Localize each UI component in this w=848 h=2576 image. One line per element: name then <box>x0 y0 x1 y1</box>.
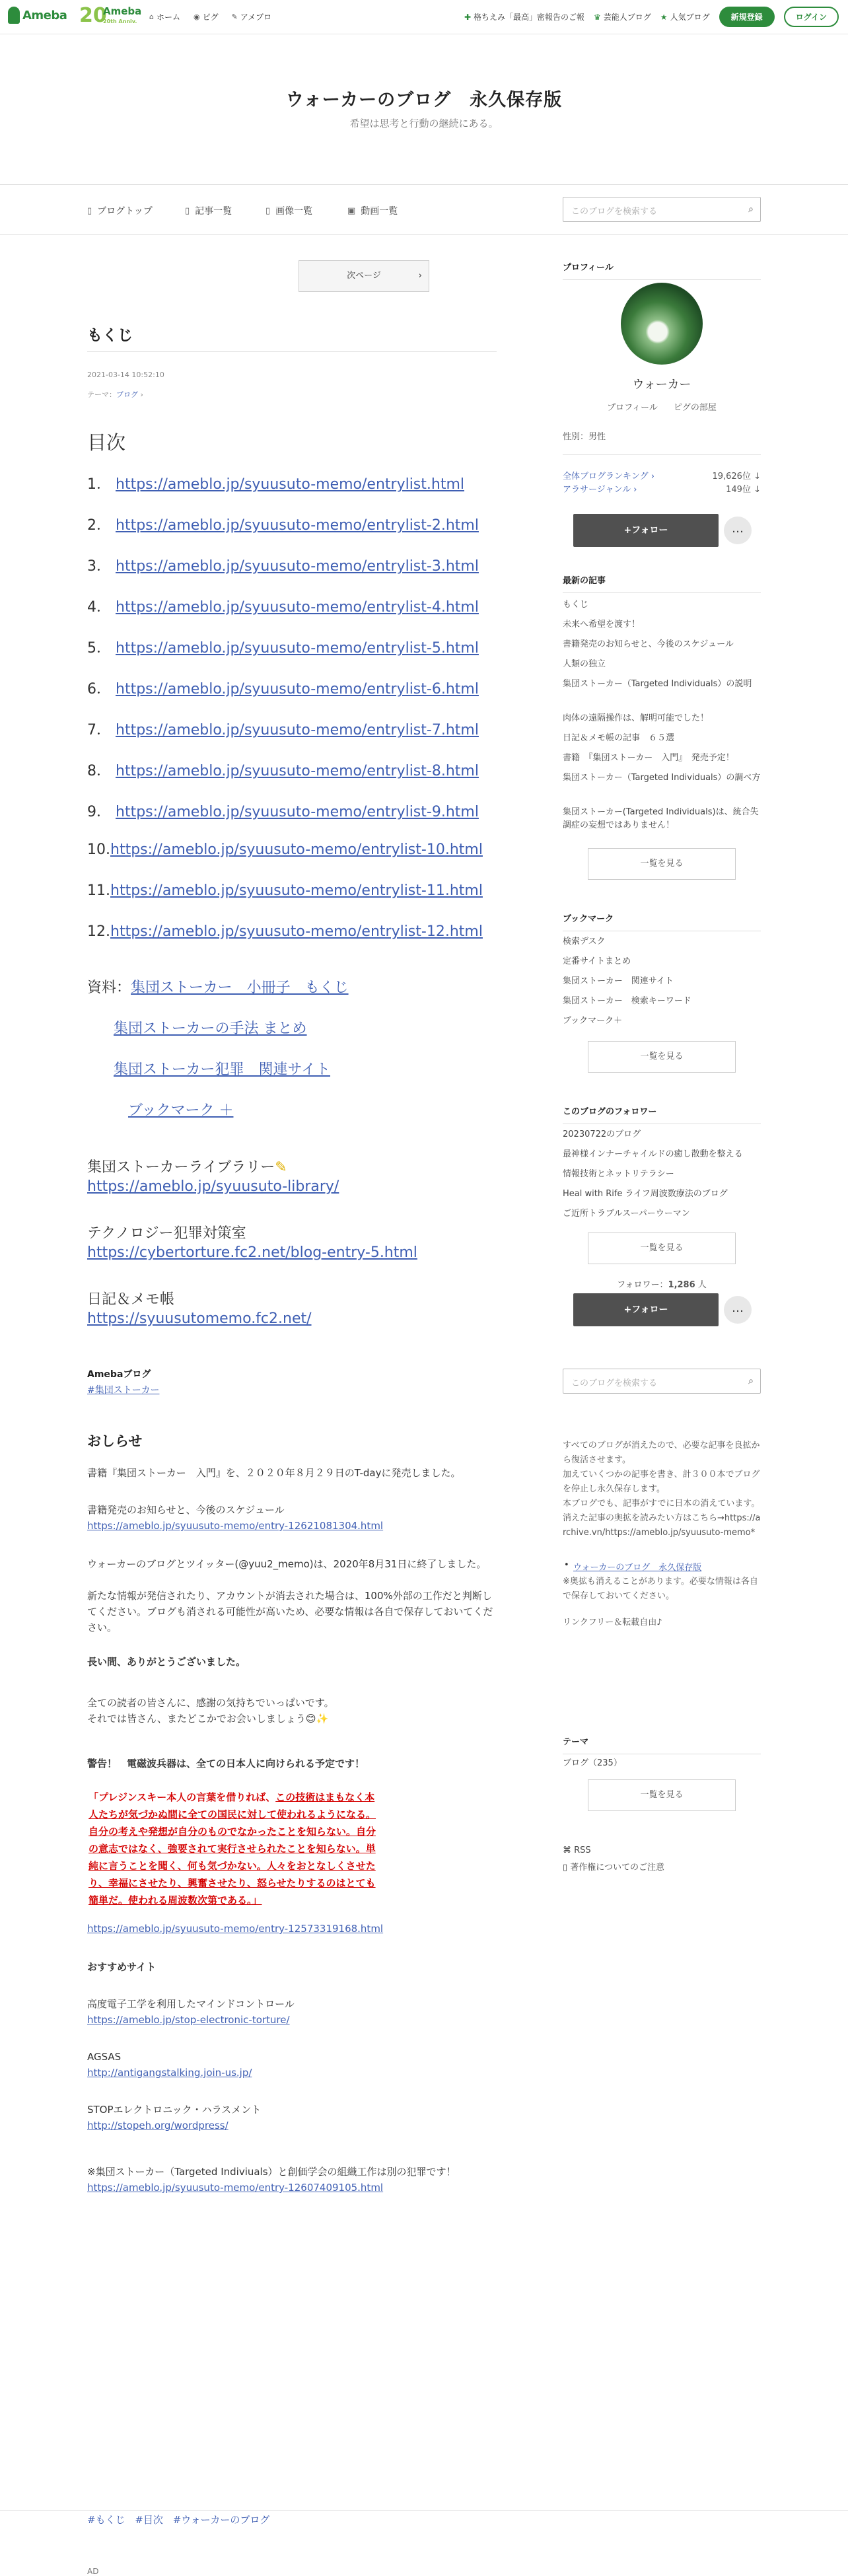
sidebar-search-input[interactable] <box>563 1369 761 1394</box>
anniversary-sub: 20th Anniv. <box>103 18 137 24</box>
profile-links <box>563 400 761 413</box>
follower-count <box>563 1277 761 1290</box>
toc-number: 11. <box>87 882 110 899</box>
bookmark-link[interactable]: ブックマーク＋ <box>563 1016 623 1026</box>
toc-number: 9． <box>87 804 111 820</box>
toc-link[interactable]: https://ameblo.jp/syuusuto-memo/entrylist-6.html <box>116 681 479 698</box>
recommended-link[interactable]: http://antigangstalking.join-us.jp/ <box>87 2067 252 2079</box>
bookmark-link[interactable]: 定番サイトまとめ <box>563 956 631 966</box>
recent-heading: 最新の記事 <box>563 573 761 593</box>
note-link[interactable]: https://ameblo.jp/syuusuto-memo/entry-12607409105.html <box>87 2182 384 2194</box>
recommended-heading: おすすめサイト <box>87 1961 157 1973</box>
document-icon: ▯ <box>563 1863 571 1873</box>
materials-row <box>128 1099 233 1120</box>
toc-number: 4． <box>87 599 111 616</box>
celebrity-blog-link[interactable] <box>594 11 651 22</box>
popular-blog-label: 人気ブログ <box>670 13 710 22</box>
profile-heading: プロフィール <box>563 260 761 280</box>
anniversary-number: 20 <box>79 4 107 27</box>
library-label <box>87 1156 287 1176</box>
follower-link[interactable]: ご近所トラブルスーパーウーマン <box>563 1209 690 1219</box>
toc-item <box>87 678 479 698</box>
footer-divider <box>0 2510 848 2511</box>
toc-link[interactable]: https://ameblo.jp/syuusuto-memo/entrylist-12.html <box>110 923 483 940</box>
pencil-icon: ✎ <box>275 1159 287 1176</box>
free-area-link[interactable]: • ウォーカーのブログ 永久保存版 <box>573 1560 758 1573</box>
notice-text: 書籍『集団ストーカー 入門』を、２０２０年８月２９日のT-dayに発売しました。 <box>87 1467 461 1479</box>
toc-link[interactable]: https://ameblo.jp/syuusuto-memo/entrylist.html <box>116 476 464 493</box>
materials-label: 資料： <box>87 980 131 996</box>
toc-item <box>87 514 479 534</box>
notice-text: それでは皆さん、またどこかでお会いしましょう😊✨ <box>87 1713 329 1725</box>
profile-link[interactable]: プロフィール <box>607 403 658 413</box>
follow-button[interactable]: +フォロー <box>573 1293 719 1326</box>
recent-entry-link[interactable]: 肉体の遠隔操作は、解明可能でした！ <box>563 713 709 723</box>
warning-quote <box>88 1789 379 1909</box>
free-area-text: ※奥拡も消えることがあります。必要な情報は各自で保存しておいてください。 <box>563 1577 758 1601</box>
recommended-label: STOPエレクトロニック・ハラスメント <box>87 2104 262 2116</box>
notice-link-row <box>87 1518 497 1534</box>
header-right <box>464 7 839 27</box>
sidebar-search-placeholder: このブログを検索する <box>571 1378 658 1388</box>
profile-name[interactable]: ウォーカー <box>632 378 691 392</box>
nav-video-list[interactable] <box>347 204 398 217</box>
nav-ameblo-label: アメブロ <box>240 13 272 22</box>
more-options-button[interactable]: … <box>724 517 752 544</box>
blog-search-placeholder: このブログを検索する <box>571 207 658 217</box>
copyright-label: 著作権についてのご注意 <box>570 1863 665 1873</box>
recent-entry-link[interactable]: 日記＆メモ帳の記事 ６５選 <box>563 733 675 743</box>
recommended-label: AGSAS <box>87 2051 122 2063</box>
library-label-text: 集団ストーカーライブラリー <box>87 1159 275 1176</box>
toc-number: 1． <box>87 476 111 493</box>
recommended-row <box>87 2012 497 2028</box>
nav-blog-top[interactable] <box>87 204 153 217</box>
pigg-room-link[interactable]: ピグの部屋 <box>673 403 717 413</box>
materials-row <box>87 976 349 997</box>
ranking-label: 全体ブログランキング <box>563 472 649 482</box>
bookmark-link[interactable]: 集団ストーカー 検索キーワード <box>563 996 691 1006</box>
follower-link[interactable]: 最神様インナーチャイルドの癒し散動を整える <box>563 1149 743 1159</box>
next-page-label: 次ページ <box>347 271 381 281</box>
plus-icon: ✚ <box>464 12 471 22</box>
rss-link[interactable] <box>563 1844 761 1857</box>
toc-item <box>87 596 479 616</box>
recent-entry-link[interactable]: 書籍 『集団ストーカー 入門』 発売予定！ <box>563 753 734 763</box>
celebrity-blog-label: 芸能人ブログ <box>603 13 651 22</box>
news-link-label: 格ちえみ「最高」密報告のご報 <box>474 13 585 22</box>
notice-heading: おしらせ <box>87 1433 143 1449</box>
announcement-link[interactable]: https://ameblo.jp/syuusuto-memo/entry-12621081304.html <box>87 1520 384 1532</box>
home-icon: ⌂ <box>149 13 154 21</box>
bookmark-link[interactable]: 検索デスク <box>563 937 606 947</box>
next-page-button[interactable] <box>299 260 429 292</box>
toc-link[interactable]: https://ameblo.jp/syuusuto-memo/entrylist-8.html <box>116 763 479 779</box>
toc-link[interactable]: https://ameblo.jp/syuusuto-memo/entrylist-10.html <box>110 841 483 858</box>
notice-thanks: 長い間、ありがとうございました。 <box>87 1656 246 1668</box>
theme-label: テーマ： <box>87 390 116 399</box>
warning-quote-lead: 「プレジンスキー本人の言葉を借りれば、 <box>88 1791 276 1803</box>
entry-theme <box>87 389 143 400</box>
notice-text: 書籍発売のお知らせと、今後のスケジュール <box>87 1504 285 1516</box>
materials-link-booklet[interactable]: 集団ストーカー 小冊子 もくじ <box>131 980 349 996</box>
recent-entry-link[interactable]: 集団ストーカー（Targeted Individuals）の説明 <box>563 679 752 689</box>
toc-item <box>87 760 479 780</box>
video-icon: ▣ <box>347 205 356 216</box>
blog-search-input[interactable] <box>563 197 761 222</box>
document-icon: ▯ <box>87 205 92 216</box>
more-options-button[interactable]: … <box>724 1296 752 1324</box>
recommended-link[interactable]: http://stopeh.org/wordpress/ <box>87 2120 229 2131</box>
blog-header <box>0 34 848 185</box>
toc-heading: 目次 <box>87 431 126 454</box>
nav-entry-list-label: 記事一覧 <box>195 206 232 217</box>
pigg-icon: ◉ <box>194 13 200 21</box>
follower-count-unit: 人 <box>697 1280 707 1290</box>
nav-home[interactable] <box>149 11 180 22</box>
followers-see-all-button[interactable]: 一覧を見る <box>588 1233 736 1264</box>
toc-number: 12. <box>87 923 110 940</box>
theme-heading: テーマ <box>563 1735 761 1754</box>
recommended-row <box>87 2065 497 2081</box>
toc-number: 3． <box>87 558 111 575</box>
genre-value: 149位 <box>726 485 751 495</box>
tag-link[interactable]: #もくじ <box>87 2514 125 2526</box>
toc-item <box>87 801 479 821</box>
recent-entry-link[interactable]: 集団ストーカー（Targeted Individuals）の調べ方 <box>563 773 761 783</box>
toc-item <box>87 637 479 657</box>
follower-link[interactable]: 20230722のブログ <box>563 1129 641 1139</box>
warning-link-row <box>87 1921 497 1937</box>
hashtag-heading: Amebaブログ <box>87 1369 151 1380</box>
bookmark-link[interactable]: 集団ストーカー 関連サイト <box>563 976 674 986</box>
arrow-down-icon: ↓ <box>750 485 761 495</box>
rss-label: RSS <box>574 1845 591 1855</box>
anniversary-brand: Ameba <box>103 5 142 17</box>
notice-text: 全ての読者の皆さんに、感謝の気持ちでいっぱいです。 <box>87 1697 334 1709</box>
chevron-right-icon: › <box>648 472 654 482</box>
toc-item <box>87 882 483 899</box>
ad-label: AD <box>87 2567 99 2576</box>
recommended-row <box>87 2118 497 2133</box>
materials-link-sites[interactable]: 集団ストーカー犯罪 関連サイト <box>114 1061 331 1078</box>
nav-pigg-label: ピグ <box>202 13 219 22</box>
star-icon: ★ <box>660 12 668 22</box>
search-icon[interactable]: ⌕ <box>748 204 754 215</box>
chevron-right-icon: › <box>631 485 637 495</box>
toc-number: 8． <box>87 763 111 779</box>
global-nav <box>149 11 271 22</box>
nav-image-list-label: 画像一覧 <box>275 206 313 217</box>
bookmark-heading: ブックマーク <box>563 912 761 931</box>
tag-link[interactable]: #ウォーカーのブログ <box>172 2514 270 2526</box>
theme-item-link[interactable]: ブログ（235） <box>563 1758 622 1768</box>
toc-link[interactable]: https://ameblo.jp/syuusuto-memo/entrylist-7.html <box>116 722 479 738</box>
genre-label: アラサージャンル <box>563 485 631 495</box>
warning-link[interactable]: https://ameblo.jp/syuusuto-memo/entry-12573319168.html <box>87 1923 384 1935</box>
ameba-logo[interactable] <box>8 7 67 24</box>
recommended-label: 高度電子工学を利用したマインドコントロール <box>87 1998 295 2010</box>
recent-see-all-button[interactable]: 一覧を見る <box>588 848 736 880</box>
library-link[interactable]: https://ameblo.jp/syuusuto-library/ <box>87 1178 339 1195</box>
ameblo-icon: ✎ <box>231 13 238 21</box>
materials-row <box>114 1017 307 1038</box>
toc-number: 5． <box>87 640 111 657</box>
blog-description: 希望は思考と行動の継続にある。 <box>349 118 499 129</box>
genre-ranking[interactable] <box>563 482 761 495</box>
toc-item <box>87 719 479 739</box>
followers-heading: このブログのフォロワー <box>563 1104 761 1124</box>
nav-image-list[interactable] <box>265 204 312 217</box>
note-text: ※集団ストーカー（Targeted Indiviuals）と創価学会の組織工作は別の犯罪です！ <box>87 2166 456 2178</box>
tag-link[interactable]: #目次 <box>135 2514 163 2526</box>
search-icon[interactable]: ⌕ <box>748 1376 754 1386</box>
crown-icon: ♛ <box>594 12 601 22</box>
ameba-logo-icon <box>8 7 20 24</box>
ranking-value: 19,626位 <box>712 472 751 482</box>
recent-entry-link[interactable]: 人類の独立 <box>563 659 606 669</box>
recent-entry-link[interactable]: 集団ストーカー(Targeted Individuals)は、統合失調症の妄想ではありません！ <box>563 807 759 830</box>
nav-entry-list[interactable] <box>185 204 232 217</box>
theme-link[interactable]: ブログ <box>116 390 138 399</box>
toc-link[interactable]: https://ameblo.jp/syuusuto-memo/entrylist-2.html <box>116 517 479 534</box>
notice-text: ウォーカーのブログとツイッター(@yuu2_memo)は、2020年8月31日に終了しました。 <box>87 1558 487 1570</box>
ameba-logo-text: Ameba <box>22 8 67 22</box>
techno-link[interactable]: https://cybertorture.fc2.net/blog-entry-5.html <box>87 1244 417 1261</box>
notice-text: 新たな情報が発信されたり、アカウントが消去された場合は、100%外部の工作だと判断してください。ブログも消される可能性が高いため、必要な情報は各自で保存しておいてください。 <box>87 1590 493 1633</box>
bookmark-see-all-button[interactable]: 一覧を見る <box>588 1041 736 1073</box>
free-area-text: 加えていくつかの記事を書き、計３００本でブログを停止し永久保存します。 <box>563 1470 760 1494</box>
news-link[interactable] <box>464 11 584 22</box>
nav-blog-top-label: ブログトップ <box>97 206 153 217</box>
follower-count-label: フォロワー： <box>617 1280 668 1290</box>
recommended-link[interactable]: https://ameblo.jp/stop-electronic-torture/ <box>87 2014 290 2026</box>
entry-title[interactable]: もくじ <box>87 327 133 344</box>
overall-ranking[interactable] <box>563 469 761 482</box>
techno-label: テクノロジー犯罪対策室 <box>87 1225 246 1242</box>
recent-entry-link[interactable]: 書籍発売のお知らせと、今後のスケジュール <box>563 639 734 649</box>
anniversary-logo[interactable] <box>79 3 143 30</box>
toc-number: 10. <box>87 841 110 858</box>
list-icon: ▯ <box>185 205 190 216</box>
copyright-link[interactable] <box>563 1861 761 1875</box>
toc-number: 6． <box>87 681 111 698</box>
image-icon: ▯ <box>265 205 271 216</box>
toc-link[interactable]: https://ameblo.jp/syuusuto-memo/entrylist-5.html <box>116 640 479 657</box>
entry-tags <box>87 2513 276 2526</box>
chevron-right-icon: › <box>418 271 422 281</box>
free-area-text: すべてのブログが消えたので、必要な記事を良拡から復活させます。 <box>563 1441 760 1465</box>
warning-quote-body: この技術はまもなく本人たちが気づかぬ間に全ての国民に対して使われるようになる。自分の考えや発想が自分のものでなかったことを知らない。自分の意志ではなく、強要されて実行させられたことを知らない。単純に言うことを聞く、何も気づかない。人々をおとなしくさせたり、幸福にさせたり、興奮させたり、怒らせたりするのはとても簡単だ。使われる周波数次第である。」 <box>88 1791 376 1906</box>
follower-link[interactable]: Heal with Rife ライフ周波数療法のブログ <box>563 1189 728 1199</box>
chevron-right-icon: › <box>138 390 143 399</box>
hashtag-link[interactable]: #集団ストーカー <box>87 1385 160 1396</box>
warning-heading: 警告！ 電磁波兵器は、全ての日本人に向けられる予定です！ <box>87 1758 365 1770</box>
recent-entry-link[interactable]: 未来へ希望を渡す！ <box>563 620 641 629</box>
follower-count-value: 1,286 <box>668 1280 695 1290</box>
note-link-row <box>87 2180 497 2196</box>
nav-pigg[interactable] <box>194 11 219 22</box>
recent-entry-link[interactable]: もくじ <box>563 600 589 610</box>
toc-number: 2． <box>87 517 111 534</box>
toc-link[interactable]: https://ameblo.jp/syuusuto-memo/entrylist-3.html <box>116 558 479 575</box>
toc-item <box>87 473 464 493</box>
free-area-text: 本ブログでも、記事がすでに日本の消えています。消えた記事の奥拡を読みたい方はこちら→https://archive.vn/https://ameblo.jp/syuusuto-memo* <box>563 1499 761 1538</box>
toc-link[interactable]: https://ameblo.jp/syuusuto-memo/entrylist-4.html <box>116 599 479 616</box>
toc-item <box>87 555 479 575</box>
divider <box>563 454 761 455</box>
login-button[interactable]: ログイン <box>784 7 839 27</box>
register-button[interactable]: 新規登録 <box>719 7 775 27</box>
divider <box>87 351 497 352</box>
nav-home-label: ホーム <box>156 13 180 22</box>
global-header <box>0 0 848 34</box>
blog-title[interactable]: ウォーカーのブログ 永久保存版 <box>285 90 563 110</box>
toc-item <box>87 841 483 858</box>
avatar[interactable] <box>621 283 703 365</box>
rss-icon: ⌘ <box>563 1845 575 1855</box>
toc-item <box>87 923 483 940</box>
nav-video-list-label: 動画一覧 <box>361 206 398 217</box>
arrow-down-icon: ↓ <box>750 472 761 482</box>
blog-nav <box>0 185 848 235</box>
materials-link-methods[interactable]: 集団ストーカーの手法 まとめ <box>114 1020 307 1037</box>
toc-link[interactable]: https://ameblo.jp/syuusuto-memo/entrylist-9.html <box>116 804 479 820</box>
entry-date: 2021-03-14 10:52:10 <box>87 371 164 379</box>
materials-link-bookmark[interactable]: ブックマーク ＋ <box>128 1102 234 1119</box>
popular-blog-link[interactable] <box>660 11 710 22</box>
theme-see-all-button[interactable]: 一覧を見る <box>588 1779 736 1811</box>
toc-number: 7． <box>87 722 111 738</box>
free-area-text: リンクフリー＆転載自由♪ <box>563 1618 662 1628</box>
toc-link[interactable]: https://ameblo.jp/syuusuto-memo/entrylist-11.html <box>110 882 483 899</box>
follower-link[interactable]: 情報技術とネットリテラシー <box>563 1169 674 1179</box>
follow-button[interactable]: +フォロー <box>573 514 719 547</box>
diary-link[interactable]: https://syuusutomemo.fc2.net/ <box>87 1310 312 1327</box>
nav-ameblo[interactable] <box>232 11 272 22</box>
diary-label: 日記＆メモ帳 <box>87 1291 175 1308</box>
materials-row <box>114 1058 330 1079</box>
profile-sex: 性別：男性 <box>563 432 606 442</box>
